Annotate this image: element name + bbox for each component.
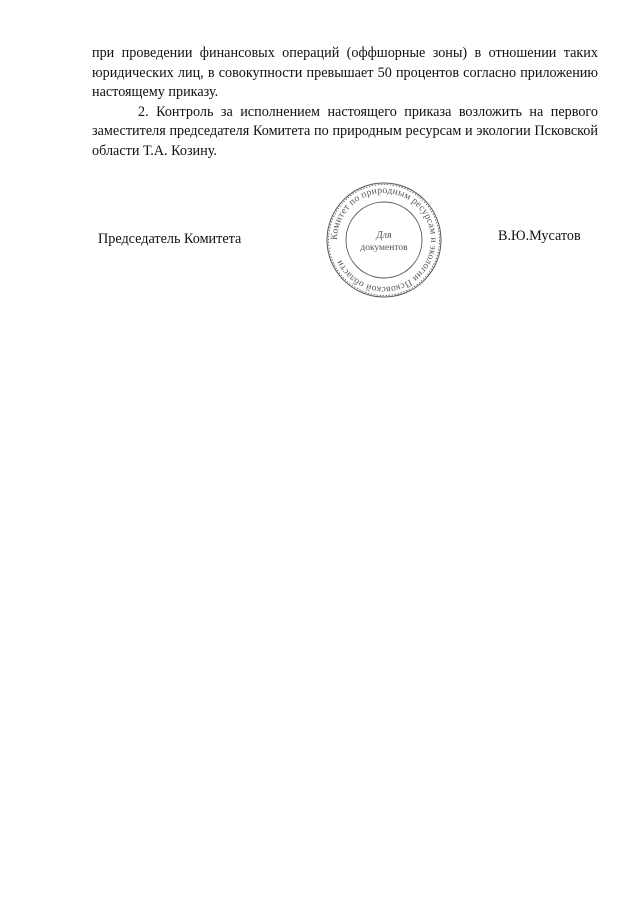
signer-title: Председатель Комитета — [98, 231, 242, 247]
stamp-seal-icon — [324, 180, 444, 300]
order-text — [92, 44, 598, 161]
signer-name: В.Ю.Мусатов — [498, 228, 581, 244]
official-stamp — [324, 180, 444, 300]
paragraph-continued: при проведении финансовых операций (оффшорные зоны) в отношении таких юридических лиц, в совокупности превышает 50 процентов согласно приложению настоящему приказу. — [92, 45, 598, 100]
stamp-center-line-2: документов — [360, 243, 408, 253]
stamp-center-line-1: Для — [376, 230, 392, 241]
paragraph-2: 2. Контроль за исполнением настоящего приказа возложить на первого заместителя председателя Комитета по природным ресурсам и экологии Псковской области Т.А. Козину. — [92, 103, 598, 159]
stamp-outer-text: Комитет по природным ресурсам и экологии Псковской области — [328, 184, 440, 296]
